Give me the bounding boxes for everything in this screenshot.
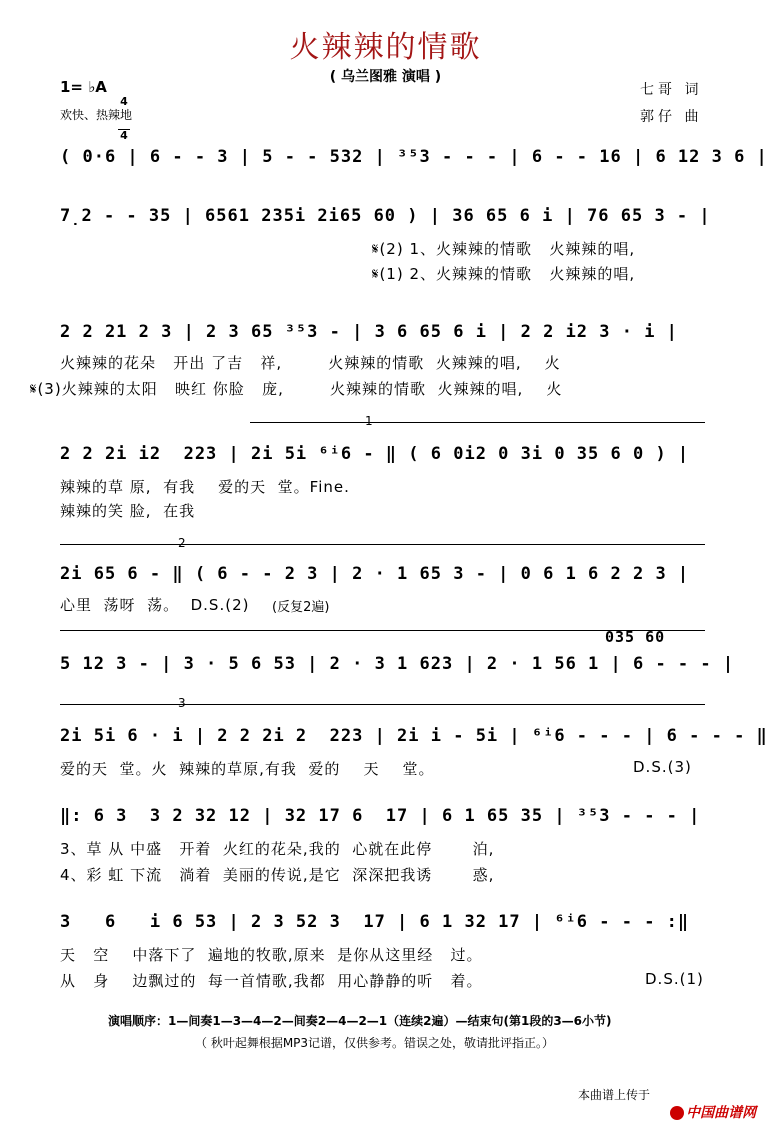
lyric-line-3-verse-1: 火辣辣的花朵 开出 了吉 祥, 火辣辣的情歌 火辣辣的唱, 火	[60, 354, 561, 372]
volta-1-bracket	[250, 422, 705, 423]
notation-line-7: 2i 5i 6 · i | 2 2 2i 2 223 | 2i i - 5i | ⁶ⁱ6 - - - | 6 - - - ‖	[60, 726, 768, 746]
lyric-line-2-verse-1: 𝄋(2) 1、火辣辣的情歌 火辣辣的唱,	[372, 240, 636, 258]
lyricist-credit: 七哥 词	[640, 82, 703, 98]
lyric-line-9-verse-4: 从 身 边飘过的 每一首情歌,我都 用心静静的听 着。	[60, 972, 483, 990]
notation-line-6: 5 12 3 - | 3 · 5 6 53 | 2 · 3 1 623 | 2 · 1 56 1 | 6 - - - |	[60, 654, 735, 674]
repeat-note: (反复2遍)	[272, 600, 330, 615]
ds-1-marking: D.S.(1)	[645, 970, 704, 988]
meter-denominator: 4	[118, 129, 130, 141]
lyric-line-4-verse-2: 辣辣的笑 脸, 在我	[60, 502, 196, 520]
notation-line-4: 2 2 2i i2 223 | 2i 5i ⁶ⁱ6 - ‖ ( 6 0i2 0 3i 0 35 6 0 ) |	[60, 444, 690, 464]
notation-line-5: 2i 65 6 - ‖ ( 6 - - 2 3 | 2 · 1 65 3 - | 0 6 1 6 2 2 3 |	[60, 564, 690, 584]
performance-order: 演唱顺序：1—间奏1—3—4—2—间奏2—4—2—1（连续2遍）—结束句(第1段的3—6小节)	[108, 1014, 612, 1028]
meter-numerator: 4	[120, 95, 128, 108]
lyric-line-3-verse-2: 𝄋(3)火辣辣的太阳 映红 你脸 庞, 火辣辣的情歌 火辣辣的唱, 火	[30, 380, 563, 398]
site-name: 中国曲谱网	[686, 1105, 757, 1121]
volta-3-number: 3	[178, 696, 186, 710]
volta-2-bracket	[60, 544, 705, 545]
lyric-line-9-verse-3: 天 空 中落下了 遍地的牧歌,原来 是你从这里经 过。	[60, 946, 483, 964]
composer-credit: 郭仔 曲	[640, 109, 703, 125]
lyric-line-4-verse-1: 辣辣的草 原, 有我 爱的天 堂。Fine.	[60, 478, 350, 496]
ds-3-marking: D.S.(3)	[633, 758, 692, 776]
notation-line-6-top: 035 60	[605, 628, 666, 646]
lyric-line-8-verse-3: 3、草 从 中盛 开着 火红的花朵,我的 心就在此停 泊,	[60, 840, 495, 858]
site-logo[interactable]	[660, 1083, 756, 1122]
key-signature: 1= ♭A	[60, 78, 107, 96]
tempo-marking: 欢快、热辣地	[60, 108, 133, 122]
volta-2-number: 2	[178, 536, 186, 550]
notation-line-1: ( 0·6 | 6 - - 3 | 5 - - 532 | ³⁵3 - - - | 6 - - 16 | 6 12 3 6 |	[60, 147, 768, 167]
transcription-note: （ 秋叶起舞根据MP3记谱，仅供参考。错误之处，敬请批评指正。）	[195, 1036, 555, 1050]
volta-1-number: 1	[365, 414, 373, 428]
lyric-line-7: 爱的天 堂。火 辣辣的草原,有我 爱的 天 堂。	[60, 760, 435, 778]
performer-line: ( 乌兰图雅 演唱 )	[329, 69, 442, 85]
notation-line-8: ‖: 6 3 3 2 32 12 | 32 17 6 17 | 6 1 65 35 | ³⁵3 - - - |	[60, 806, 701, 826]
notation-line-3: 2 2 21 2 3 | 2 3 65 ³⁵3 - | 3 6 65 6 i | 2 2 i2 3 · i |	[60, 322, 678, 342]
lyric-line-5: 心里 荡呀 荡。 D.S.(2)	[60, 596, 250, 614]
notation-line-9: 3 6 i 6 53 | 2 3 52 3 17 | 6 1 32 17 | ⁶ⁱ6 - - - :‖	[60, 912, 690, 932]
notation-line-2: 7̣2 - - 35 | 6561 235i 2i65 60 ) | 36 65 6 i | 76 65 3 - |	[60, 206, 711, 226]
volta-3-bracket	[60, 704, 705, 705]
song-title: 火辣辣的情歌	[289, 30, 482, 65]
upload-note: 本曲谱上传于	[578, 1088, 651, 1102]
lyric-line-2-verse-2: 𝄋(1) 2、火辣辣的情歌 火辣辣的唱,	[372, 265, 636, 283]
lyric-line-8-verse-4: 4、彩 虹 下流 淌着 美丽的传说,是它 深深把我诱 惑,	[60, 866, 495, 884]
logo-icon	[670, 1106, 684, 1120]
